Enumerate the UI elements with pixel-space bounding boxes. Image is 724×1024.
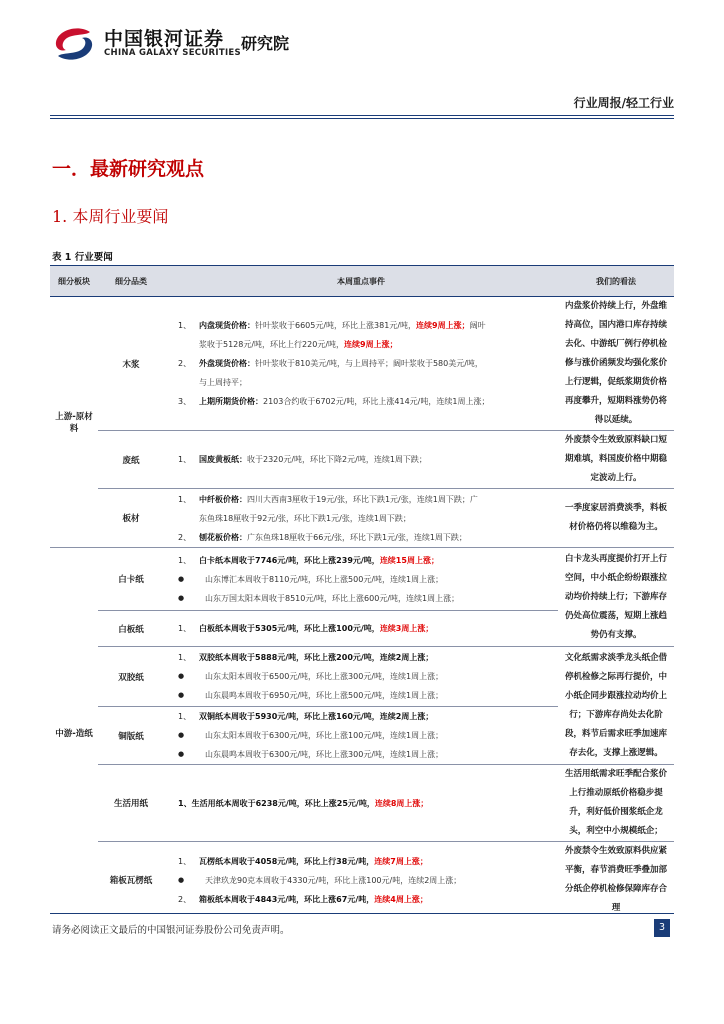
sub-title: 1. 本周行业要闻: [52, 207, 169, 226]
footer-divider: [50, 913, 674, 914]
section-title: 一．最新研究观点: [52, 158, 205, 180]
events-offset: 1、 双胶纸本周收于5888元/吨，环比上涨200元/吨，连续2周上涨； ● 山东太阳本周收于6500元/吨，环比上涨300元/吨，连续1周上涨； ● 山东晨鸣本周收于6950元/吨，环比上涨500元/吨，连续1周上涨；: [164, 647, 558, 707]
header-opinion: 我们的看法: [558, 266, 674, 297]
header-segment: 细分板块: [50, 266, 98, 297]
events-container: 1、 瓦楞纸本周收于4058元/吨，环比上行38元/吨， 连续7周上涨； ● 天津玖龙90克本周收于4330元/吨，环比上涨100元/吨，连续2周上涨； 2、 箱板纸本周收于4843元/吨，环比上涨67元/吨， 连续4周上涨；: [178, 856, 462, 904]
events-coated: 1、 双铜纸本周收于5930元/吨，环比上涨160元/吨，连续2周上涨； ● 山东太阳本周收于6300元/吨，环比上涨100元/吨，连续1周上涨； ● 山东晨鸣本周收于6300元/吨，环比上涨300元/吨，连续1周上涨；: [164, 707, 558, 765]
events-whiteboard: 1、 白板纸本周收于5305元/吨，环比上涨100元/吨， 连续3周上涨；: [164, 611, 558, 647]
opinion-board: 一季度家居消费淡季，料板材价格仍将以维稳为主。: [558, 489, 674, 548]
category-board: 板材: [98, 489, 164, 548]
header-events: 本周重点事件: [164, 266, 558, 297]
footer-disclaimer: 请务必阅读正文最后的中国银河证券股份公司免责声明。: [52, 925, 290, 936]
category-pulp: 木浆: [98, 297, 164, 431]
events-tissue: 1、 生活用纸本周收于6238元/吨，环比上涨25元/吨， 连续8周上涨；: [164, 765, 558, 842]
opinion-whitecard: 白卡龙头再度提价打开上行空间，中小纸企纷纷跟涨拉动均价持续上行；下游库存仍处高位震荡，短期上涨趋势仍有支撑。: [558, 548, 674, 647]
brand-name-en: CHINA GALAXY SECURITIES: [104, 48, 241, 58]
category-coated: 铜版纸: [98, 707, 164, 765]
opinion-container: 外废禁令生效致原料供应紧平衡，春节消费旺季叠加部分纸企停机检修保障库存合理: [564, 846, 667, 913]
group-midstream: 中游-造纸: [55, 729, 93, 739]
opinion-tissue: 生活用纸需求旺季配合浆价上行推动原纸价格稳步提升，利好低价囤浆纸企龙头，利空中小规模纸企；: [558, 765, 674, 842]
events-waste: 1、 国废黄板纸： 收于2320元/吨，环比下降2元/吨，连续1周下跌；: [164, 431, 558, 489]
opinion-waste: 外废禁令生效致原料缺口短期难填，料国废价格中期稳定波动上行。: [558, 431, 674, 489]
page-number: 3: [654, 919, 670, 937]
brand-subtitle: 研究院: [241, 34, 290, 53]
table-row: [50, 431, 674, 489]
table-row: [50, 842, 674, 919]
header-category: 细分品类: [98, 266, 164, 297]
galaxy-logo-icon: [50, 26, 96, 62]
table-row: [50, 765, 674, 842]
table-row: [50, 548, 674, 611]
category-whiteboard: 白板纸: [98, 611, 164, 647]
brand-name-cn: 中国银河证券: [104, 28, 225, 50]
events-whitecard: 1、 白卡纸本周收于7746元/吨，环比上涨239元/吨， 连续15周上涨； ● 山东博汇本周收于8110元/吨，环比上涨500元/吨，连续1周上涨； ● 山东万国太阳本周收于8510元/吨，环比上涨600元/吨，连续1周上涨；: [164, 548, 558, 611]
group-upstream: 上游-原材料: [50, 297, 98, 548]
table-row: [50, 489, 674, 548]
header-divider-thin: [50, 118, 674, 119]
events-board: 1、 中纤板价格： 四川大西南3厘收于19元/张，环比下跌1元/张，连续1周下跌；广 东鱼珠18厘收于92元/张，环比下跌1元/张，连续1周下跌； 2、 刨花板价格： 广东鱼珠18厘收于66元/张，环比下跌1元/张，连续1周下跌；: [164, 489, 558, 548]
breadcrumb: 行业周报/轻工行业: [573, 96, 674, 110]
header-divider: [50, 115, 674, 116]
category-offset: 双胶纸: [98, 647, 164, 707]
category-tissue: 生活用纸: [98, 765, 164, 842]
category-waste: 废纸: [98, 431, 164, 489]
table-caption: 表 1 行业要闻: [52, 252, 113, 263]
category-container: 箱板瓦楞纸: [109, 876, 153, 886]
table-row: [50, 297, 674, 431]
category-whitecard: 白卡纸: [98, 548, 164, 611]
table-header-row: [50, 266, 674, 297]
opinion-pulp: 内盘浆价持续上行，外盘维持高位，国内港口库存持续去化、中游纸厂例行停机检修与涨价函频发均强化浆价上行逻辑，促纸浆期货价格再度攀升，短期料涨势仍将得以延续。: [558, 297, 674, 431]
industry-news-table: [50, 265, 674, 918]
opinion-culture: 文化纸需求淡季龙头纸企借停机检修之际再行提价，中小纸企同步跟涨拉动均价上行；下游库存尚处去化阶段，料节后需求旺季加速库存去化，支撑上涨逻辑。: [558, 647, 674, 765]
table-row: [50, 647, 674, 707]
events-pulp: 1、 内盘现货价格： 针叶浆收于6605元/吨，环比上涨381元/吨， 连续9周上涨； 阔叶 浆收于5128元/吨，环比上行220元/吨， 连续9周上涨； 2、 外盘现货价格： 针叶浆收于810美元/吨，与上周持平；阔叶浆收于580美元/吨， 与上周持平； 3、 上期所期货价格： 2103合约收于6702元/吨，环比上涨414元/吨，连续1周上涨；: [164, 297, 558, 431]
